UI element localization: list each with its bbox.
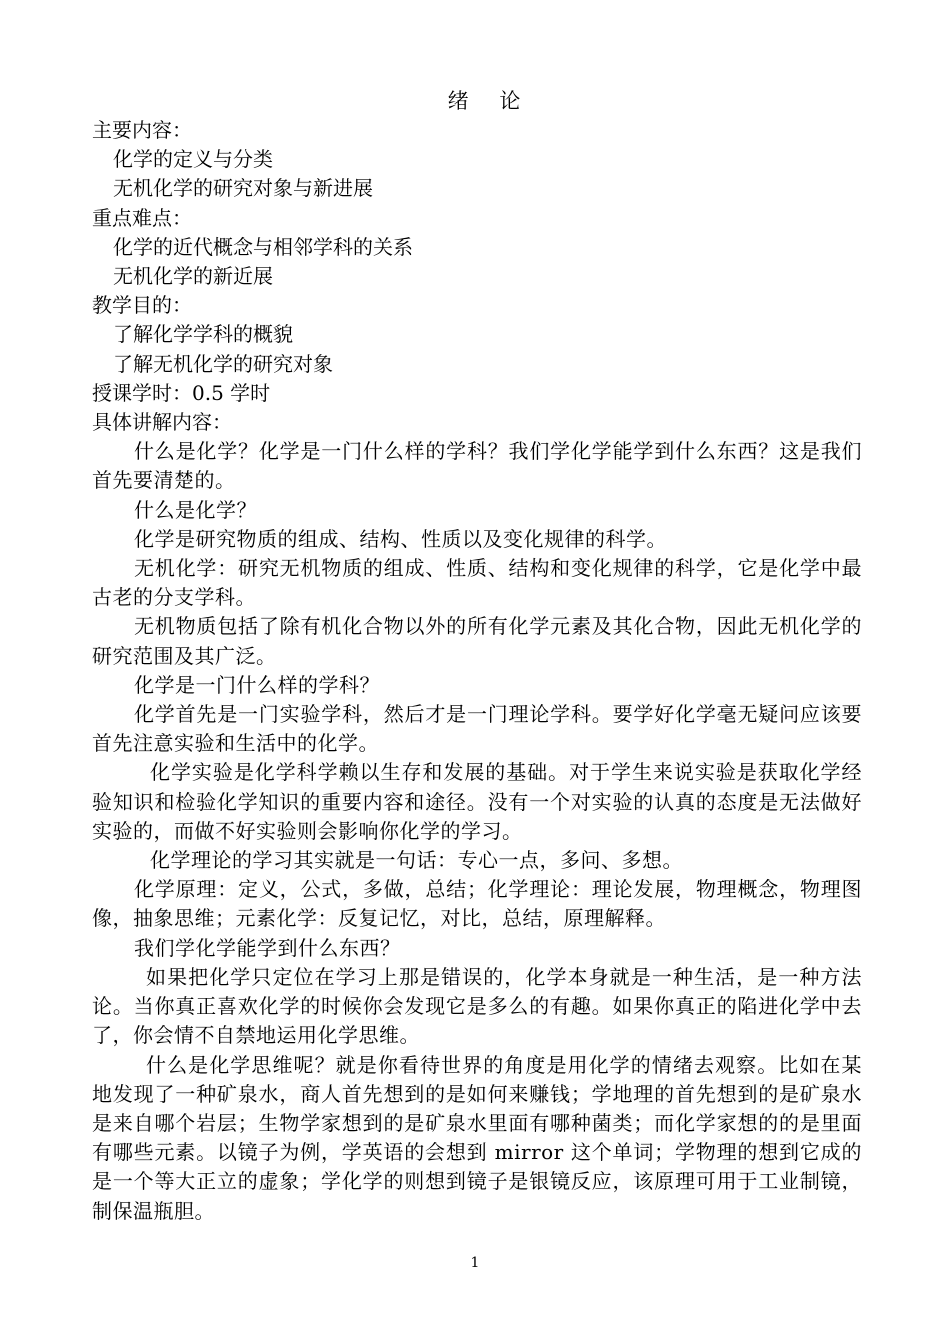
paragraph: 无机化学：研究无机物质的组成、性质、结构和变化规律的科学，它是化学中最古老的分支学科。 xyxy=(92,556,862,610)
section-item: 无机化学的新近展 xyxy=(113,264,273,289)
paragraph: 无机物质包括了除有机化合物以外的所有化学元素及其化合物，因此无机化学的研究范围及其广泛。 xyxy=(92,614,862,668)
teaching-hours: 授课学时：0.5 学时 xyxy=(92,380,271,405)
document-title: 绪 论 xyxy=(447,89,533,113)
section-item: 了解无机化学的研究对象 xyxy=(113,351,333,376)
section-item: 了解化学学科的概貌 xyxy=(113,322,293,347)
paragraph: 化学实验是化学科学赖以生存和发展的基础。对于学生来说实验是获取化学经验知识和检验化学知识的重要内容和途径。没有一个对实验的认真的态度是无法做好实验的，而做不好实验则会影响你化学的学习。 xyxy=(92,760,862,843)
paragraph: 什么是化学？化学是一门什么样的学科？我们学化学能学到什么东西？这是我们首先要清楚的。 xyxy=(92,439,862,493)
section-heading-objectives: 教学目的： xyxy=(92,293,192,318)
paragraph: 化学是一门什么样的学科？ xyxy=(134,672,380,697)
document-page xyxy=(92,86,862,1226)
section-heading-key-points: 重点难点： xyxy=(92,205,192,230)
paragraph: 如果把化学只定位在学习上那是错误的，化学本身就是一种生活，是一种方法论。当你真正喜欢化学的时候你会发现它是多么的有趣。如果你真正的陷进化学中去了，你会情不自禁地运用化学思维。 xyxy=(92,964,862,1048)
section-item: 化学的定义与分类 xyxy=(113,147,273,172)
section-item: 无机化学的研究对象与新进展 xyxy=(113,176,373,201)
paragraph: 我们学化学能学到什么东西？ xyxy=(134,935,401,960)
page-number: 1 xyxy=(470,1255,480,1271)
paragraph: 化学是研究物质的组成、结构、性质以及变化规律的科学。 xyxy=(134,526,667,551)
paragraph: 化学首先是一门实验学科，然后才是一门理论学科。要学好化学毫无疑问应该要首先注意实验和生活中的化学。 xyxy=(92,702,862,756)
paragraph: 什么是化学？ xyxy=(134,497,257,522)
section-item: 化学的近代概念与相邻学科的关系 xyxy=(113,234,413,259)
section-heading-main-content: 主要内容： xyxy=(92,118,192,142)
paragraph: 什么是化学思维呢？就是你看待世界的角度是用化学的情绪去观察。比如在某地发现了一种矿泉水，商人首先想到的是如何来赚钱；学地理的首先想到的是矿泉水是来自哪个岩层；生物学家想到的是矿泉水里面有哪种菌类；而化学家想的的是里面有哪些元素。以镜子为例，学英语的会想到 mirror 这个单词；学物理的想到它成的是一个等大正立的虚象；学化学的则想到镜子是银镜反应，该原理可用于工业制镜，制保温瓶胆。 xyxy=(92,1052,862,1223)
paragraph: 化学理论的学习其实就是一句话：专心一点，多问、多想。 xyxy=(150,848,683,873)
content-heading: 具体讲解内容： xyxy=(92,410,232,435)
paragraph: 化学原理：定义，公式，多做，总结；化学理论：理论发展，物理概念，物理图像，抽象思维；元素化学：反复记忆，对比，总结，原理解释。 xyxy=(92,877,862,931)
